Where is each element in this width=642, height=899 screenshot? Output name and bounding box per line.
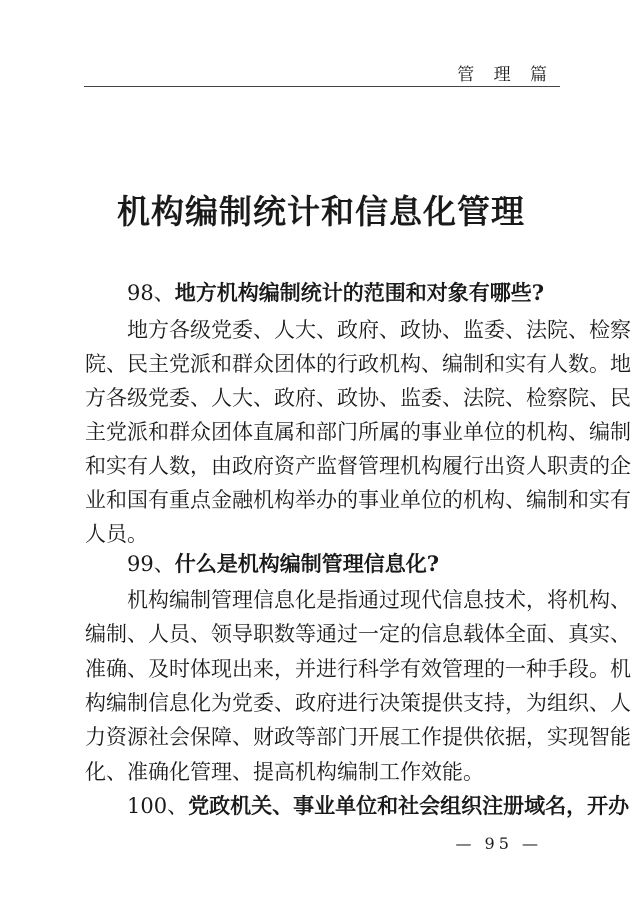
answer-line: 和实有人数，由政府资产监督管理机构履行出资人职责的企 xyxy=(85,454,631,478)
answer-line: 机构编制管理信息化是指通过现代信息技术，将机构、 xyxy=(127,588,631,612)
answer-line: 准确、及时体现出来，并进行科学有效管理的一种手段。机 xyxy=(85,657,631,681)
answer-line: 人员。 xyxy=(85,522,148,546)
running-header: 管 理 篇 xyxy=(457,65,554,85)
answer-line: 编制、人员、领导职数等通过一定的信息载体全面、真实、 xyxy=(85,622,631,646)
question-100: 100、党政机关、事业单位和社会组织注册域名，开办 xyxy=(127,793,630,818)
answer-line: 力资源社会保障、财政等部门开展工作提供依据，实现智能 xyxy=(85,725,631,749)
answer-line: 院、民主党派和群众团体的行政机构、编制和实有人数。地 xyxy=(85,352,631,376)
chapter-title: 机构编制统计和信息化管理 xyxy=(117,192,525,231)
answer-line: 构编制信息化为党委、政府进行决策提供支持，为组织、人 xyxy=(85,691,631,715)
question-99: 99、什么是机构编制管理信息化? xyxy=(127,551,440,576)
answer-line: 业和国有重点金融机构举办的事业单位的机构、编制和实有 xyxy=(85,488,631,512)
answer-line: 方各级党委、人大、政府、政协、监委、法院、检察院、民 xyxy=(85,386,631,410)
header-rule xyxy=(84,86,560,87)
answer-line: 地方各级党委、人大、政府、政协、监委、法院、检察 xyxy=(127,318,631,342)
page-number: — 95 — xyxy=(455,834,542,853)
answer-line: 化、准确化管理、提高机构编制工作效能。 xyxy=(85,760,484,784)
answer-line: 主党派和群众团体直属和部门所属的事业单位的机构、编制 xyxy=(85,420,631,444)
question-98: 98、地方机构编制统计的范围和对象有哪些? xyxy=(127,280,545,305)
